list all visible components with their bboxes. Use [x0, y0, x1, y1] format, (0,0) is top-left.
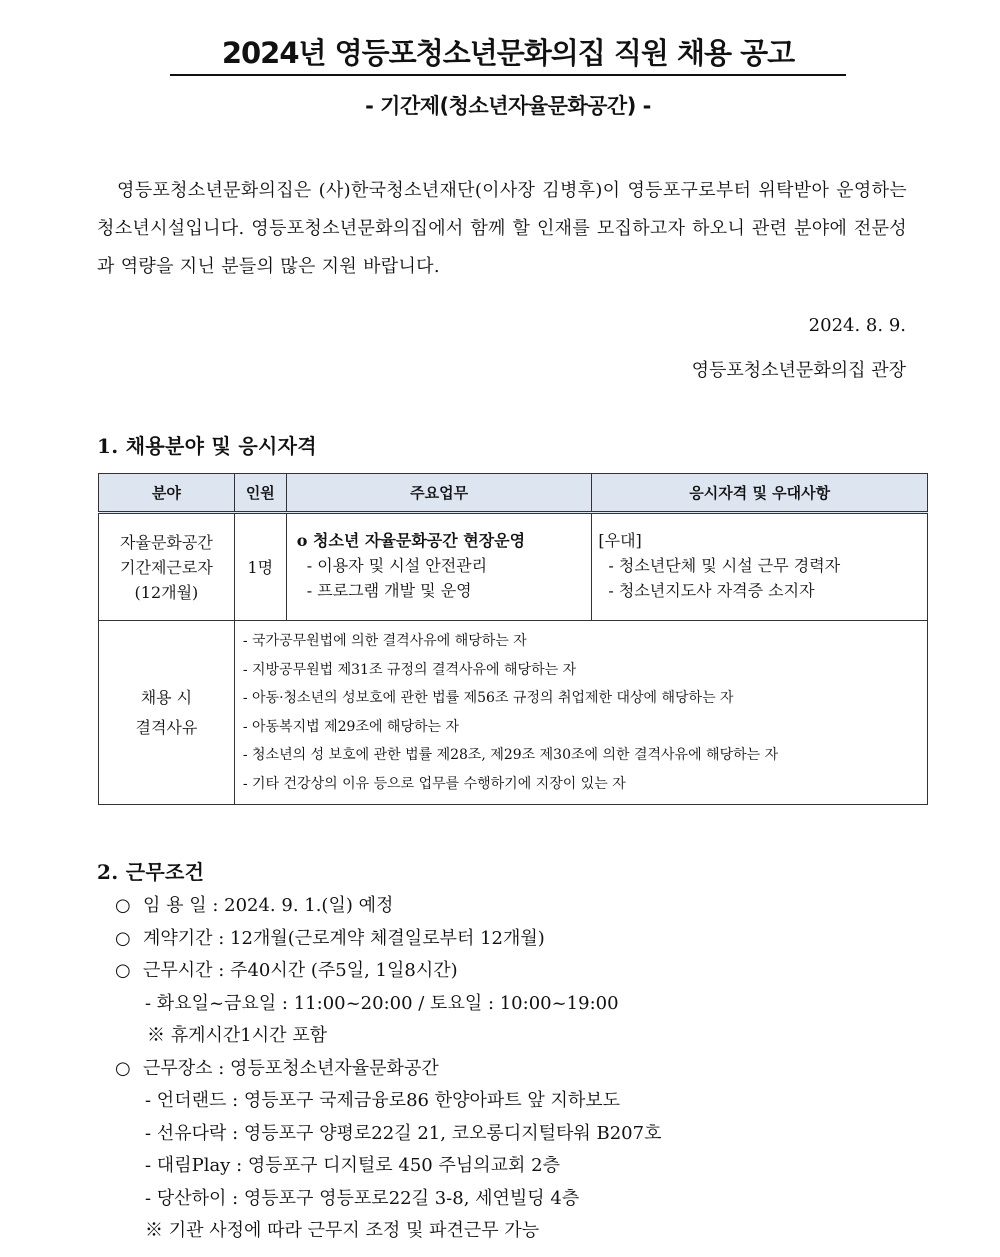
page-title: 2024년 영등포청소년문화의집 직원 채용 공고 [170, 34, 846, 76]
site-item: - 선유다락 : 영등포구 양평로22길 21, 코오롱디지털타워 B207호 [145, 1122, 662, 1144]
headcount-cell: 1명 [234, 513, 286, 621]
list-item [115, 890, 935, 923]
duty-item: - 프로그램 개발 및 운영 [306, 581, 472, 600]
field-line: 기간제근로자 [120, 557, 213, 577]
hours-detail: - 화요일~금요일 : 11:00~20:00 / 토요일 : 10:00~19:00 [145, 992, 619, 1014]
disq-item: - 지방공무원법 제31조 규정의 결격사유에 해당하는 자 [242, 661, 577, 678]
col-duties: 주요업무 [286, 474, 592, 513]
work-conditions [115, 890, 935, 1248]
disq-item: - 기타 건강상의 이유 등으로 업무를 수행하기에 지장이 있는 자 [242, 775, 626, 792]
col-field: 분야 [99, 474, 235, 513]
work-hours: 근무시간 : 주40시간 (주5일, 1일8시간) [143, 960, 458, 981]
disq-label-line: 채용 시 [140, 687, 193, 707]
disq-label-cell [99, 621, 235, 805]
page-subtitle: - 기간제(청소년자율문화공간) - [365, 94, 651, 118]
intro-paragraph: 영등포청소년문화의집은 (사)한국청소년재단(이사장 김병후)이 영등포구로부터 위탁받아 운영하는 청소년시설입니다. 영등포청소년문화의집에서 함께 할 인재를 모집하고자 하오니 관련 분야에 전문성과 역량을 지닌 분들의 많은 지원 바랍니다. [97, 180, 907, 277]
list-item [115, 923, 935, 956]
list-item [115, 1053, 935, 1086]
hours-note [115, 1020, 935, 1053]
section-1-heading: 1. 채용분야 및 응시자격 [97, 434, 317, 458]
disq-item: - 국가공무원법에 의한 결격사유에 해당하는 자 [242, 633, 527, 649]
col-headcount: 인원 [234, 474, 286, 513]
duty-main: o 청소년 자율문화공간 현장운영 [296, 531, 526, 550]
disq-label-line: 결격사유 [135, 717, 198, 737]
duty-item: - 이용자 및 시설 안전관리 [306, 556, 488, 575]
start-date: 임 용 일 : 2024. 9. 1.(일) 예정 [143, 895, 394, 916]
table-header-row [99, 474, 928, 513]
recruitment-table [98, 473, 928, 805]
work-location: 근무장소 : 영등포청소년자율문화공간 [143, 1057, 439, 1079]
hours-note-text: ※ 휴게시간1시간 포함 [147, 1025, 327, 1046]
duties-cell [286, 513, 592, 621]
pref-label: [우대] [598, 531, 642, 550]
field-line: 자율문화공간 [120, 532, 213, 552]
table-row [99, 513, 928, 621]
qualifications-cell [592, 513, 928, 621]
pref-item: - 청소년단체 및 시설 근무 경력자 [608, 556, 841, 575]
disq-item: - 청소년의 성 보호에 관한 법률 제28조, 제29조 제30조에 의한 결격사유에 해당하는 자 [242, 747, 779, 763]
list-item [115, 955, 935, 988]
site-item: - 당산하이 : 영등포구 영등포로22길 3-8, 세연빌딩 4층 [145, 1187, 580, 1209]
announcement-date: 2024. 8. 9. [808, 315, 906, 336]
location-note: ※ 기관 사정에 따라 근무지 조정 및 파견근무 가능 [145, 1220, 540, 1241]
intro-block [97, 172, 907, 286]
circle-bullet-icon: ○ [115, 960, 131, 981]
table-row [99, 621, 928, 805]
section-2-heading: 2. 근무조건 [97, 860, 205, 884]
disqualifications-cell [234, 621, 927, 805]
col-qualifications: 응시자격 및 우대사항 [592, 474, 928, 513]
field-cell [99, 513, 235, 621]
circle-bullet-icon: ○ [115, 927, 131, 949]
circle-bullet-icon: ○ [115, 1057, 131, 1079]
circle-bullet-icon: ○ [115, 895, 131, 916]
site-item: - 언더랜드 : 영등포구 국제금융로86 한양아파트 앞 지하보도 [145, 1090, 621, 1111]
signer: 영등포청소년문화의집 관장 [691, 360, 906, 381]
disq-item: - 아동복지법 제29조에 해당하는 자 [242, 718, 460, 735]
site-item: - 대림Play : 영등포구 디지털로 450 주님의교회 2층 [145, 1155, 560, 1176]
pref-item: - 청소년지도사 자격증 소지자 [608, 581, 815, 600]
field-line: (12개월) [134, 582, 199, 602]
disq-item: - 아동·청소년의 성보호에 관한 법률 제56조 규정의 취업제한 대상에 해당하는 자 [242, 690, 734, 706]
contract-period: 계약기간 : 12개월(근로계약 체결일로부터 12개월) [143, 927, 545, 949]
